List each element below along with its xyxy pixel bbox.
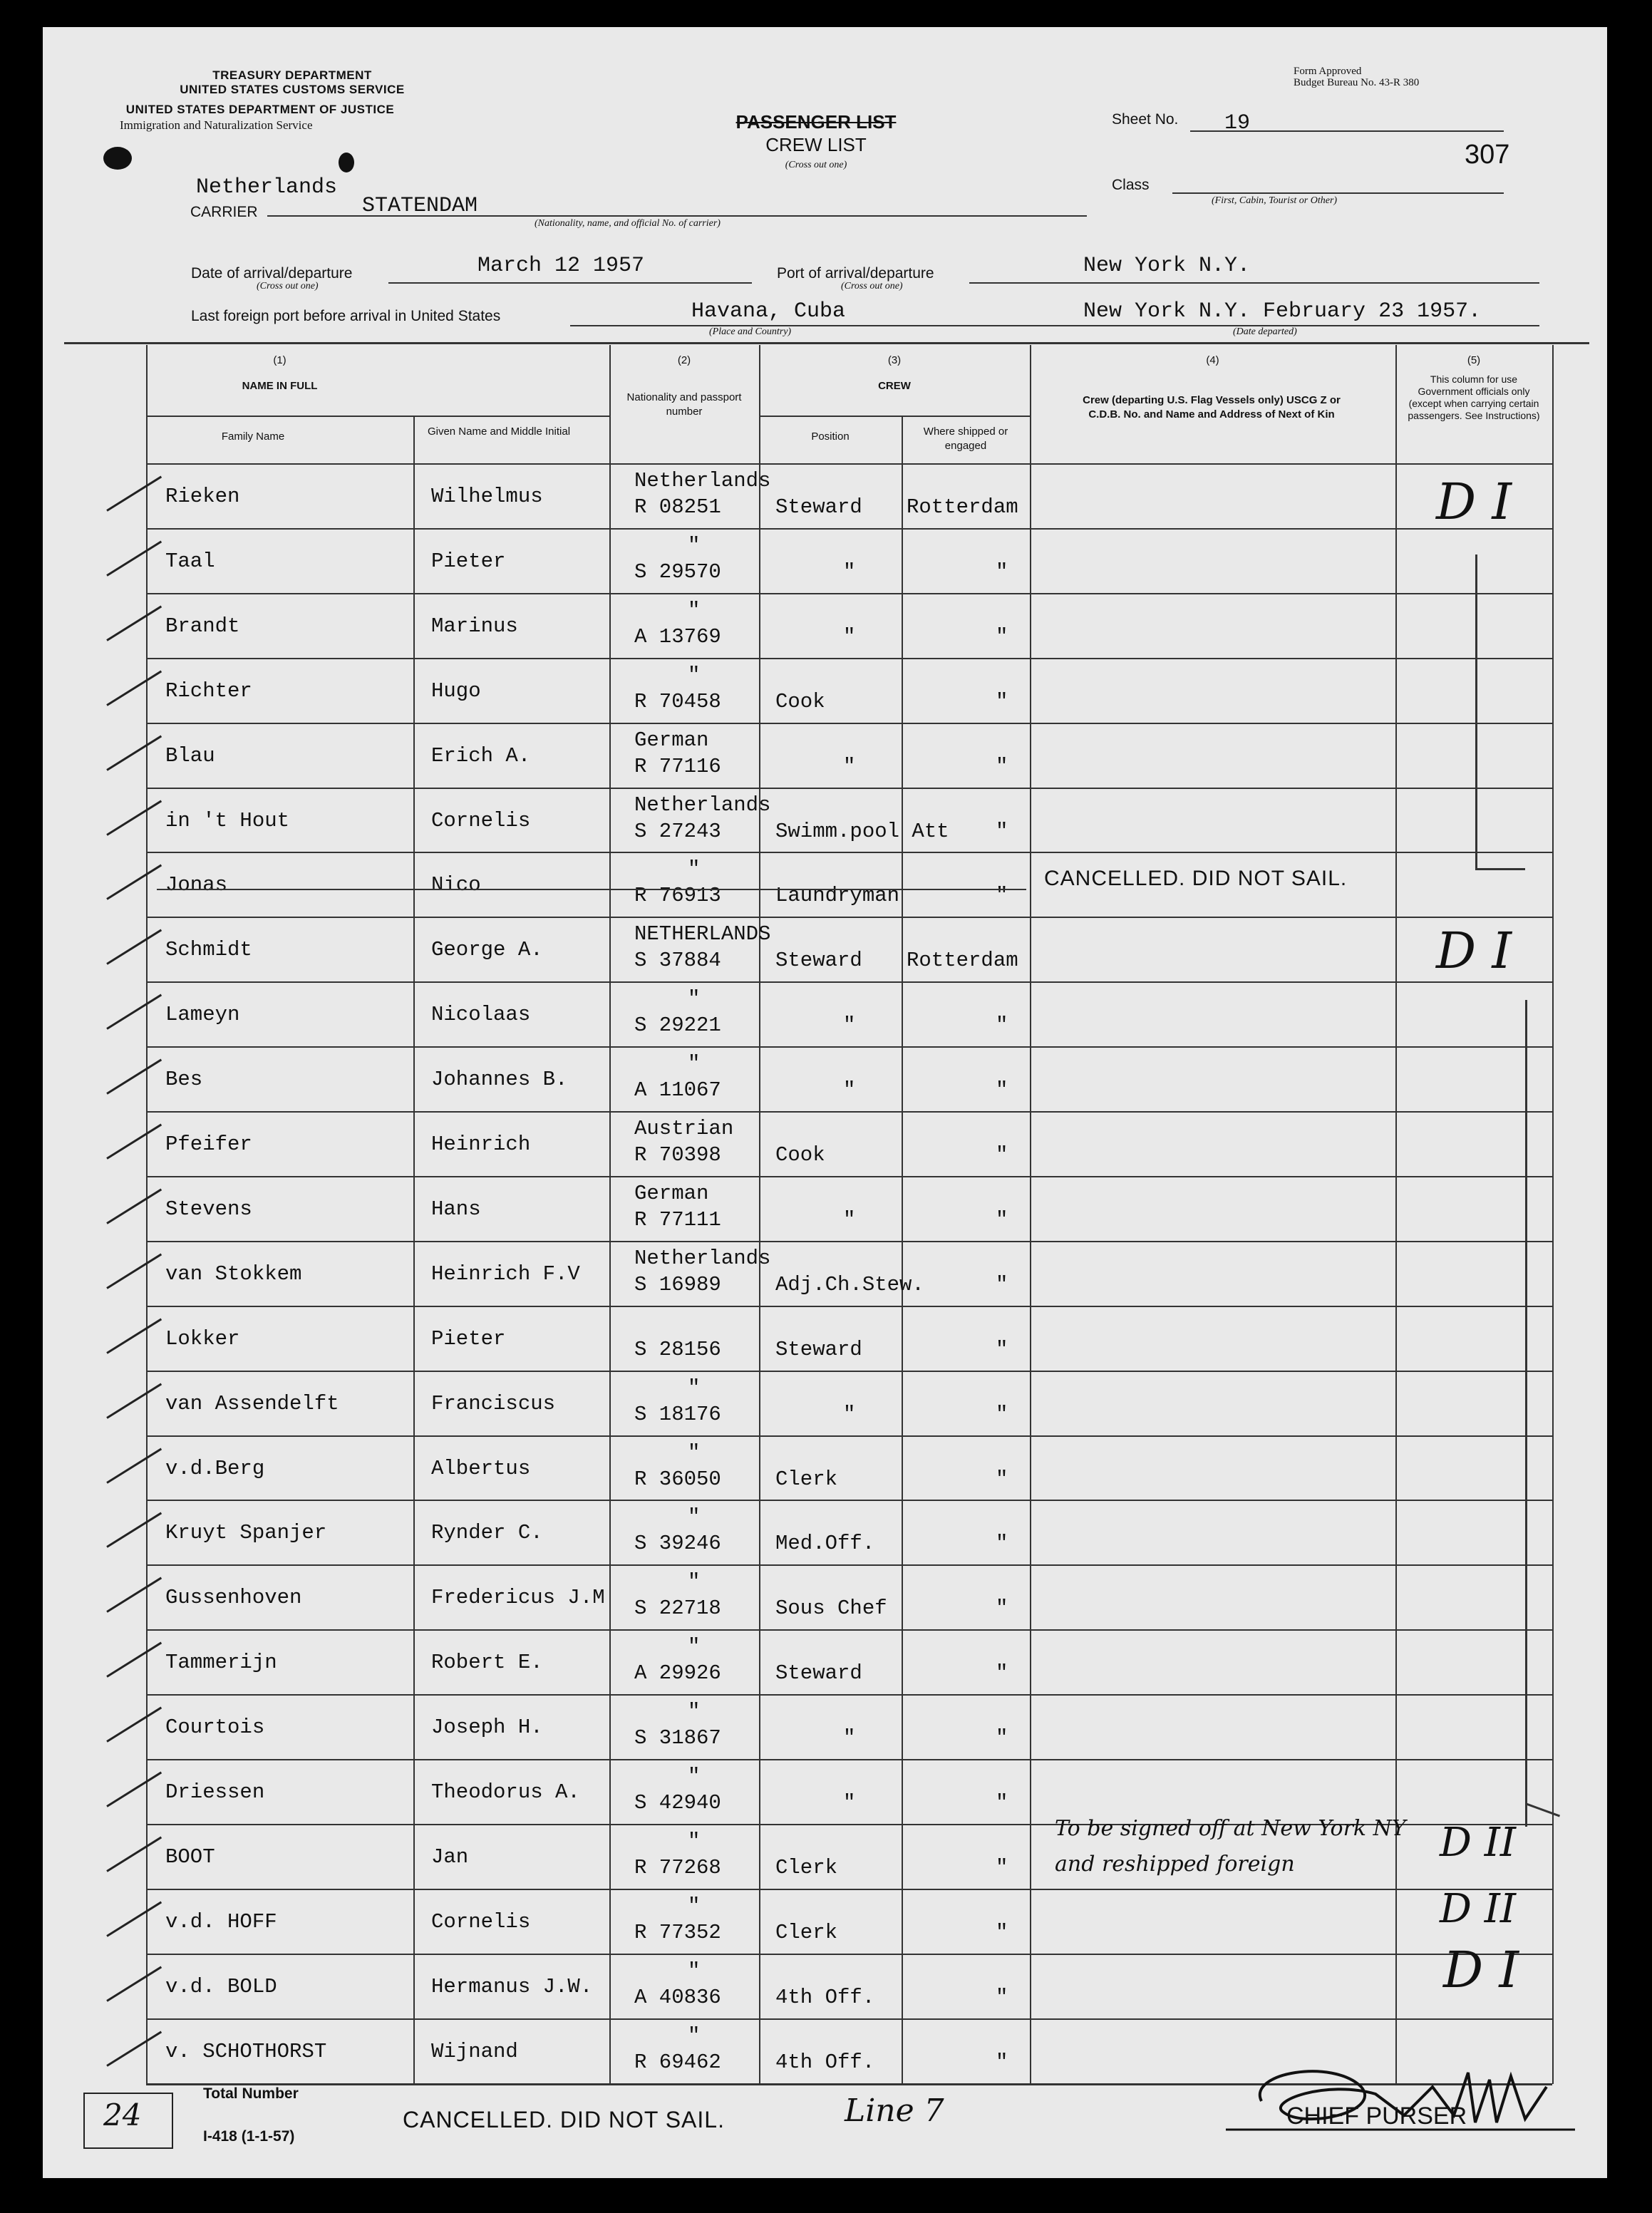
position-cell: Clerk [775,1920,838,1944]
hole-punch-mark [103,147,132,170]
port-cross-hint: (Cross out one) [841,281,903,292]
position-cell: Steward [775,1337,862,1361]
shipped-cell: " [996,819,1008,843]
page-number: 307 [1465,140,1510,170]
sheet-number: 19 [1224,111,1251,135]
check-mark [106,1188,162,1224]
shipped-cell: " [996,1467,1008,1491]
class-hint: (First, Cabin, Tourist or Other) [1212,195,1338,206]
handwritten-d1-mark: D I [1443,1941,1519,1999]
given-cell: Theodorus A. [431,1780,580,1804]
family-cell: Kruyt Spanjer [165,1521,327,1545]
check-mark [106,1966,162,2001]
given-cell: Jan [431,1845,469,1869]
given-cell: Hans [431,1197,481,1221]
given-cell: Joseph H. [431,1716,543,1740]
last-port-value: Havana, Cuba [691,299,846,324]
purser-signature [1219,2044,1589,2144]
family-cell: Driessen [165,1780,265,1804]
position-cell: " [843,1402,856,1426]
given-cell: Hugo [431,679,481,703]
check-mark [106,670,162,706]
family-cell: BOOT [165,1845,215,1869]
col-given-name: Given Name and Middle Initial [427,425,571,438]
shipped-cell: " [996,1078,1008,1103]
given-cell: Cornelis [431,808,531,832]
position-cell: " [843,1726,856,1750]
shipped-cell: " [996,559,1008,584]
col-family-name: Family Name [221,430,285,443]
shipped-cell: " [996,1402,1008,1426]
given-cell: Erich A. [431,743,531,768]
family-cell: Brandt [165,614,240,638]
position-cell: " [843,624,856,649]
position-cell: Adj.Ch.Stew. [775,1272,924,1296]
col-crew: CREW [878,380,911,392]
family-cell: Gussenhoven [165,1586,302,1610]
budget-bureau: Budget Bureau No. 43-R 380 [1294,77,1420,88]
handwritten-note-line2: and reshipped foreign [1055,1852,1295,1877]
family-cell: v.d. BOLD [165,1974,277,1998]
shipped-cell: " [996,1532,1008,1556]
family-cell: Courtois [165,1716,265,1740]
departed-hint: (Date departed) [1233,326,1297,337]
passport-cell: R 36050 [634,1467,721,1491]
passport-cell: S 37884 [634,949,721,973]
family-cell: Lameyn [165,1003,240,1027]
given-cell: Hermanus J.W. [431,1974,593,1998]
check-mark [106,1901,162,1936]
check-mark [106,1707,162,1743]
passport-cell: R 77268 [634,1855,721,1879]
dept-justice: UNITED STATES DEPARTMENT OF JUSTICE [125,103,395,116]
handwritten-line-note: Line 7 [845,2093,944,2129]
nationality-cell: " [688,1570,701,1594]
check-mark [106,800,162,835]
check-mark [106,605,162,641]
position-cell: " [843,754,856,778]
family-cell: Richter [165,679,252,703]
given-cell: Nicolaas [431,1003,531,1027]
given-cell: Cornelis [431,1909,531,1934]
family-cell: van Stokkem [165,1262,302,1286]
arrival-date: March 12 1957 [477,254,645,278]
given-cell: Robert E. [431,1651,543,1675]
cancelled-strike-line [157,889,1026,890]
col-government-use: This column for use Government officials only (except when carrying certain passengers. See Instructions) [1408,373,1540,421]
given-cell: Marinus [431,614,518,638]
family-cell: Pfeifer [165,1133,252,1156]
passport-cell: S 39246 [634,1532,721,1556]
passport-cell: A 40836 [634,1985,721,2009]
given-cell: Franciscus [431,1391,556,1415]
last-port-label: Last foreign port before arrival in United States [191,308,501,324]
position-cell: Swimm.pool Att [775,819,949,843]
handwritten-d2-mark: D II [1440,1820,1516,1866]
nationality-cell: " [688,1765,701,1788]
position-cell: Clerk [775,1855,838,1879]
class-label: Class [1112,177,1150,193]
col-1-number: (1) [273,354,286,366]
carrier-label: CARRIER [190,204,258,220]
position-cell: Laundryman [775,884,900,908]
family-cell: Lokker [165,1326,240,1351]
shipped-cell: " [996,689,1008,713]
check-mark [106,1577,162,1613]
given-cell: Wilhelmus [431,485,543,508]
col-name-in-full: NAME IN FULL [242,380,318,392]
given-cell: Pieter [431,1326,506,1351]
col-2-number: (2) [677,354,691,366]
check-mark [106,865,162,900]
passport-cell: R 70458 [634,689,721,713]
total-number-label: Total Number [203,2085,299,2102]
shipped-cell: " [996,1143,1008,1167]
nationality-cell: " [688,1505,701,1530]
cancelled-stamp: CANCELLED. DID NOT SAIL. [1044,867,1348,890]
position-cell: Steward [775,1661,862,1686]
passport-cell: S 31867 [634,1726,721,1750]
shipped-cell: " [996,1855,1008,1879]
handwritten-note-line1: To be signed off at New York NY [1055,1816,1406,1841]
dept-customs: UNITED STATES CUSTOMS SERVICE [180,83,405,96]
position-cell: " [843,1013,856,1038]
check-mark [106,1124,162,1160]
crew-list-form [43,27,1607,2178]
passport-cell: R 08251 [634,495,721,519]
passport-cell: A 13769 [634,624,721,649]
passport-cell: S 28156 [634,1337,721,1361]
position-cell: " [843,1791,856,1815]
family-cell: v. SCHOTHORST [165,2039,327,2063]
position-cell: Med.Off. [775,1532,875,1556]
col-nationality: Nationality and passport number [626,391,742,418]
family-cell: v.d. HOFF [165,1909,277,1934]
check-mark [106,1836,162,1872]
arrival-label: Date of arrival/departure [191,265,353,282]
given-cell: George A. [431,938,543,962]
passport-cell: R 77352 [634,1920,721,1944]
hole-punch-mark [339,153,354,172]
position-cell: Steward [775,949,862,973]
port-label: Port of arrival/departure [777,265,934,282]
shipped-cell: " [996,624,1008,649]
family-cell: v.d.Berg [165,1456,265,1480]
family-cell: Schmidt [165,938,252,962]
shipped-cell: " [996,754,1008,778]
shipped-cell: " [996,1791,1008,1815]
nationality-cell: " [688,987,701,1011]
check-mark [106,1642,162,1678]
family-cell: Stevens [165,1197,252,1221]
check-mark [106,1059,162,1095]
check-mark [106,1448,162,1483]
nationality-cell: German [634,1181,709,1205]
passport-cell: S 22718 [634,1596,721,1621]
passport-cell: R 70398 [634,1143,721,1167]
sheet-label: Sheet No. [1112,111,1179,128]
nationality-cell: Austrian [634,1117,734,1140]
col-position: Position [811,430,850,443]
nationality-cell: " [688,1959,701,1983]
nationality-cell: " [688,598,701,622]
shipped-cell: Rotterdam [907,495,1018,519]
nationality-cell: " [688,1894,701,1918]
family-cell: Jonas [165,873,228,897]
form-number: I-418 (1-1-57) [203,2128,295,2145]
given-cell: Nico [431,873,481,897]
given-cell: Wijnand [431,2039,518,2063]
given-cell: Fredericus J.M [431,1586,605,1610]
shipped-cell: " [996,1985,1008,2009]
family-cell: Rieken [165,485,240,508]
shipped-cell: " [996,1207,1008,1232]
position-cell: 4th Off. [775,2050,875,2074]
shipped-cell: " [996,1272,1008,1296]
nationality-cell: Netherlands [634,793,771,817]
check-mark [106,476,162,512]
family-cell: in 't Hout [165,808,290,832]
given-cell: Albertus [431,1456,531,1480]
passport-cell: R 76913 [634,884,721,908]
position-cell: Cook [775,1143,825,1167]
nationality-cell: German [634,728,709,752]
passport-cell: S 29221 [634,1013,721,1038]
passport-cell: R 77116 [634,754,721,778]
shipped-cell: " [996,1920,1008,1944]
shipped-cell: Rotterdam [907,949,1018,973]
nationality-cell: " [688,1700,701,1724]
passport-cell: S 18176 [634,1402,721,1426]
passport-cell: S 16989 [634,1272,721,1296]
given-cell: Heinrich F.V [431,1262,580,1286]
family-cell: van Assendelft [165,1391,339,1415]
check-mark [106,540,162,576]
passport-cell: S 27243 [634,819,721,843]
given-cell: Heinrich [431,1133,531,1156]
position-cell: " [843,559,856,584]
check-mark [106,994,162,1030]
check-mark [106,1253,162,1289]
handwritten-d1-mark: D I [1436,473,1512,531]
dept-immigration: Immigration and Naturalization Service [120,118,313,132]
bracket-line [1525,1000,1527,1827]
nationality-cell: Netherlands [634,1246,771,1270]
given-cell: Pieter [431,549,506,573]
check-mark [106,1318,162,1353]
carrier-country: Netherlands [196,175,338,200]
nationality-cell: Netherlands [634,469,771,492]
shipped-cell: " [996,2050,1008,2074]
carrier-hint: (Nationality, name, and official No. of carrier) [535,218,721,229]
position-cell: Clerk [775,1467,838,1491]
total-number-value: 24 [103,2098,142,2132]
last-port-hint: (Place and Country) [709,326,792,337]
shipped-cell: " [996,1726,1008,1750]
nationality-cell: " [688,1440,701,1465]
dept-treasury: TREASURY DEPARTMENT [212,68,372,82]
col-4-number: (4) [1206,354,1219,366]
family-cell: Taal [165,549,215,573]
position-cell: Steward [775,495,862,519]
form-approved: Form Approved [1294,66,1362,77]
carrier-name: STATENDAM [362,194,478,218]
shipped-cell: " [996,884,1008,908]
passport-cell: A 29926 [634,1661,721,1686]
nationality-cell: NETHERLANDS [634,922,771,946]
position-cell: 4th Off. [775,1985,875,2009]
passport-cell: A 11067 [634,1078,721,1103]
nationality-cell: " [688,663,701,687]
check-mark [106,1772,162,1807]
footer-cancelled-stamp: CANCELLED. DID NOT SAIL. [403,2107,725,2132]
nationality-cell: " [688,1376,701,1400]
shipped-cell: " [996,1337,1008,1361]
nationality-cell: " [688,1829,701,1853]
crew-list-title: CREW LIST [765,134,867,155]
port-value: New York N.Y. [1083,254,1251,278]
nationality-cell: " [688,533,701,557]
passenger-list-title: PASSENGER LIST [735,111,897,133]
handwritten-d2-mark: D II [1440,1886,1516,1932]
chief-purser-label: CHIEF PURSER [1286,2103,1467,2130]
departed-value: New York N.Y. February 23 1957. [1083,299,1482,324]
bracket-line [1475,554,1477,868]
shipped-cell: " [996,1013,1008,1038]
check-mark [106,1512,162,1548]
position-cell: Cook [775,689,825,713]
passport-cell: R 77111 [634,1207,721,1232]
family-cell: Bes [165,1068,203,1092]
position-cell: Sous Chef [775,1596,887,1621]
arrival-cross-hint: (Cross out one) [257,281,319,292]
col-5-number: (5) [1467,354,1481,366]
shipped-cell: " [996,1661,1008,1686]
check-mark [106,735,162,770]
family-cell: Blau [165,743,215,768]
nationality-cell: " [688,1052,701,1076]
given-cell: Johannes B. [431,1068,568,1092]
position-cell: " [843,1207,856,1232]
passport-cell: S 42940 [634,1791,721,1815]
check-mark [106,1383,162,1418]
given-cell: Rynder C. [431,1521,543,1545]
nationality-cell: " [688,857,701,882]
col-3-number: (3) [887,354,902,366]
check-mark [106,929,162,965]
check-mark [106,2031,162,2066]
passport-cell: R 69462 [634,2050,721,2074]
passport-cell: S 29570 [634,559,721,584]
family-cell: Tammerijn [165,1651,277,1675]
cross-out-hint: (Cross out one) [785,160,847,170]
col-next-of-kin: Crew (departing U.S. Flag Vessels only) USCG Z or C.D.B. No. and Name and Address of Next of Kin [1083,394,1341,421]
shipped-cell: " [996,1596,1008,1621]
nationality-cell: " [688,2023,701,2048]
col-where-shipped: Where shipped or engaged [923,425,1008,452]
position-cell: " [843,1078,856,1103]
handwritten-d1-mark: D I [1436,922,1512,980]
nationality-cell: " [688,1635,701,1659]
